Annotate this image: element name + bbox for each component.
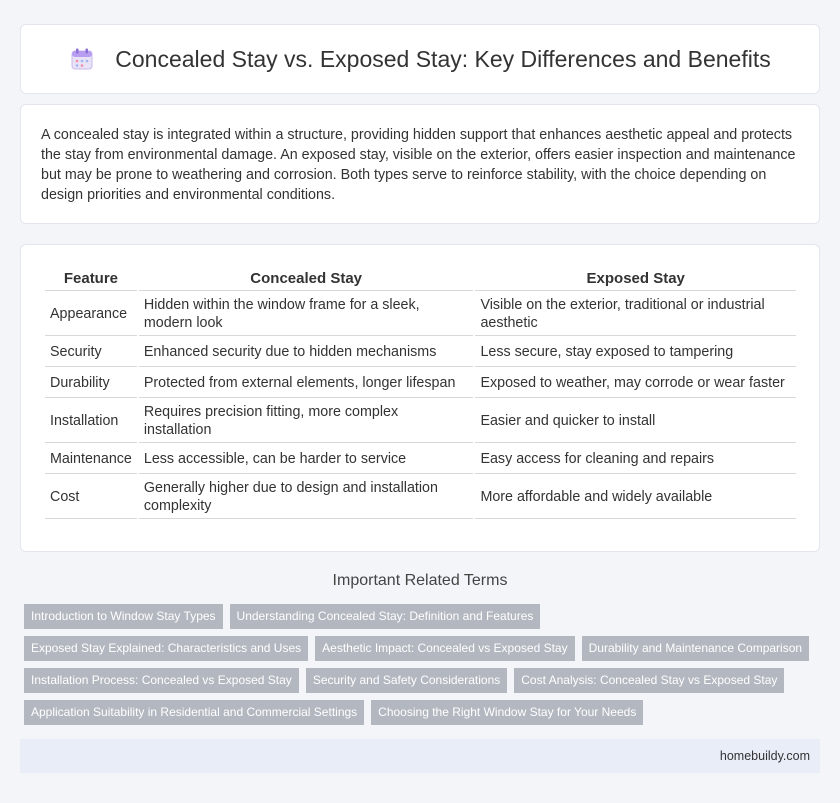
table-row — [45, 476, 796, 519]
footer — [20, 739, 820, 773]
footer-site-link[interactable]: homebuildy.com — [719, 749, 810, 763]
intro-card — [20, 104, 820, 224]
exposed-cell: Easy access for cleaning and repairs — [475, 445, 796, 474]
comparison-card — [20, 244, 820, 552]
concealed-cell: Hidden within the window frame for a sleek, modern look — [139, 293, 474, 336]
concealed-cell: Generally higher due to design and installation complexity — [139, 476, 474, 519]
related-term-tag[interactable]: Exposed Stay Explained: Characteristics and Uses — [24, 636, 308, 661]
related-term-tag[interactable]: Understanding Concealed Stay: Definition and Features — [230, 604, 541, 629]
feature-cell: Installation — [45, 400, 137, 443]
related-terms-title: Important Related Terms — [332, 572, 508, 589]
related-term-tag[interactable]: Installation Process: Concealed vs Exposed Stay — [24, 668, 299, 693]
related-term-tag[interactable]: Cost Analysis: Concealed Stay vs Exposed Stay — [514, 668, 784, 693]
feature-cell: Maintenance — [45, 445, 137, 474]
concealed-cell: Less accessible, can be harder to service — [139, 445, 474, 474]
concealed-cell: Enhanced security due to hidden mechanisms — [139, 338, 474, 367]
column-header-feature: Feature — [45, 267, 137, 291]
header-card — [20, 24, 820, 94]
table-row — [45, 400, 796, 443]
intro-text: A concealed stay is integrated within a structure, providing hidden support that enhances aesthetic appeal and protects the stay from environmental damage. An exposed stay, visible on the exterior, offers easier inspection and maintenance but may be prone to weathering and corrosion. Both types serve to reinforce stability, with the choice depending on design priorities and environmental conditions. — [41, 127, 796, 203]
exposed-cell: Exposed to weather, may corrode or wear faster — [475, 369, 796, 398]
related-term-tag[interactable]: Introduction to Window Stay Types — [24, 604, 223, 629]
related-term-tag[interactable]: Choosing the Right Window Stay for Your Needs — [371, 700, 643, 725]
exposed-cell: Visible on the exterior, traditional or industrial aesthetic — [475, 293, 796, 336]
table-row — [45, 369, 796, 398]
related-term-tag[interactable]: Aesthetic Impact: Concealed vs Exposed Stay — [315, 636, 574, 661]
calendar-icon — [69, 46, 95, 72]
related-term-tag[interactable]: Security and Safety Considerations — [306, 668, 507, 693]
exposed-cell: Easier and quicker to install — [475, 400, 796, 443]
table-row — [45, 445, 796, 474]
column-header-exposed: Exposed Stay — [475, 267, 796, 291]
feature-cell: Appearance — [45, 293, 137, 336]
table-row — [45, 338, 796, 367]
feature-cell: Durability — [45, 369, 137, 398]
column-header-concealed: Concealed Stay — [139, 267, 474, 291]
exposed-cell: Less secure, stay exposed to tampering — [475, 338, 796, 367]
table-row — [45, 293, 796, 336]
feature-cell: Cost — [45, 476, 137, 519]
related-term-tag[interactable]: Application Suitability in Residential and Commercial Settings — [24, 700, 364, 725]
concealed-cell: Requires precision fitting, more complex installation — [139, 400, 474, 443]
concealed-cell: Protected from external elements, longer lifespan — [139, 369, 474, 398]
related-terms-list — [24, 604, 824, 732]
related-term-tag[interactable]: Durability and Maintenance Comparison — [582, 636, 809, 661]
feature-cell: Security — [45, 338, 137, 367]
exposed-cell: More affordable and widely available — [475, 476, 796, 519]
table-header-row — [45, 267, 796, 291]
page-title: Concealed Stay vs. Exposed Stay: Key Differences and Benefits — [115, 45, 771, 72]
comparison-table — [43, 265, 798, 521]
